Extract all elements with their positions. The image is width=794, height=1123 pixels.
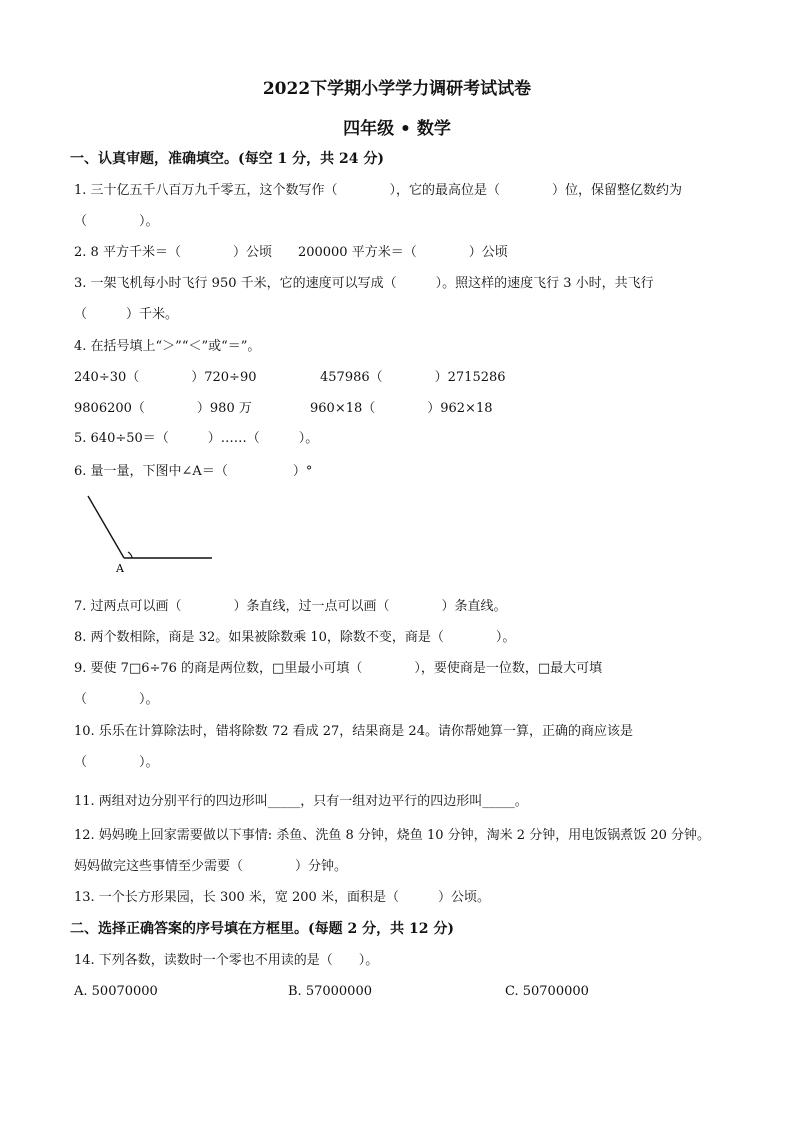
question-2: 2. 8 平方千米＝（ ）公顷 200000 平方米＝（ ）公顷 [74, 245, 508, 260]
question-1-line-1: 1. 三十亿五千八百万九千零五，这个数写作（ ），它的最高位是（ ）位，保留整亿数约为 [74, 183, 683, 198]
question-11: 11. 两组对边分别平行的四边形叫_____，只有一组对边平行的四边形叫_____。 [74, 794, 528, 809]
question-14-option-b: B. 57000000 [288, 984, 372, 999]
exam-title: 2022下学期小学学力调研考试试卷 [262, 79, 532, 99]
question-14: 14. 下列各数，读数时一个零也不用读的是（ ）。 [74, 953, 379, 968]
question-12-line-1: 12. 妈妈晚上回家需要做以下事情: 杀鱼、洗鱼 8 分钟，烧鱼 10 分钟，淘米 2 分钟，用电饭锅煮饭 20 分钟。 [74, 828, 711, 843]
angle-ray-upper [88, 496, 124, 558]
question-14-option-c: C. 50700000 [505, 984, 589, 999]
question-9-line-2: （ ）。 [74, 692, 159, 707]
question-13: 13. 一个长方形果园，长 300 米，宽 200 米，面积是（ ）公顷。 [74, 890, 490, 905]
question-4-row-2-right: 960×18（ ）962×18 [310, 401, 493, 416]
angle-arc [128, 552, 132, 558]
angle-vertex-label: A [116, 562, 124, 575]
question-3-line-1: 3. 一架飞机每小时飞行 950 千米，它的速度可以写成（ ）。照这样的速度飞行 3 小时，共飞行 [74, 276, 654, 291]
question-6: 6. 量一量，下图中∠A＝（ ）° [74, 464, 313, 479]
section-1-heading: 一、认真审题，准确填空。(每空 1 分，共 24 分) [70, 151, 384, 167]
question-4: 4. 在括号填上“＞”“＜”或“＝”。 [74, 339, 261, 354]
question-5: 5. 640÷50＝（ ）……（ ）。 [74, 431, 319, 446]
question-4-row-1-left: 240÷30（ ）720÷90 [74, 370, 257, 385]
section-2-heading: 二、选择正确答案的序号填在方框里。(每题 2 分，共 12 分) [70, 921, 454, 937]
question-12-line-2: 妈妈做完这些事情至少需要（ ）分钟。 [74, 859, 348, 874]
question-10-line-1: 10. 乐乐在计算除法时，错将除数 72 看成 27，结果商是 24。请你帮她算一算，正确的商应该是 [74, 724, 633, 739]
question-8: 8. 两个数相除，商是 32。如果被除数乘 10，除数不变，商是（ ）。 [74, 630, 516, 645]
question-4-row-1-right: 457986（ ）2715286 [320, 370, 506, 385]
exam-subtitle: 四年级 • 数学 [343, 119, 451, 139]
question-10-line-2: （ ）。 [74, 755, 159, 770]
question-1-line-2: （ ）。 [74, 214, 159, 229]
question-3-line-2: （ ）千米。 [74, 307, 179, 322]
angle-a-figure [80, 490, 240, 580]
question-4-row-2-left: 9806200（ ）980 万 [74, 401, 252, 416]
question-14-option-a: A. 50070000 [74, 984, 158, 999]
question-9-line-1: 9. 要使 7□6÷76 的商是两位数，□里最小可填（ ），要使商是一位数，□最大可填 [74, 661, 603, 676]
question-7: 7. 过两点可以画（ ）条直线，过一点可以画（ ）条直线。 [74, 599, 507, 614]
